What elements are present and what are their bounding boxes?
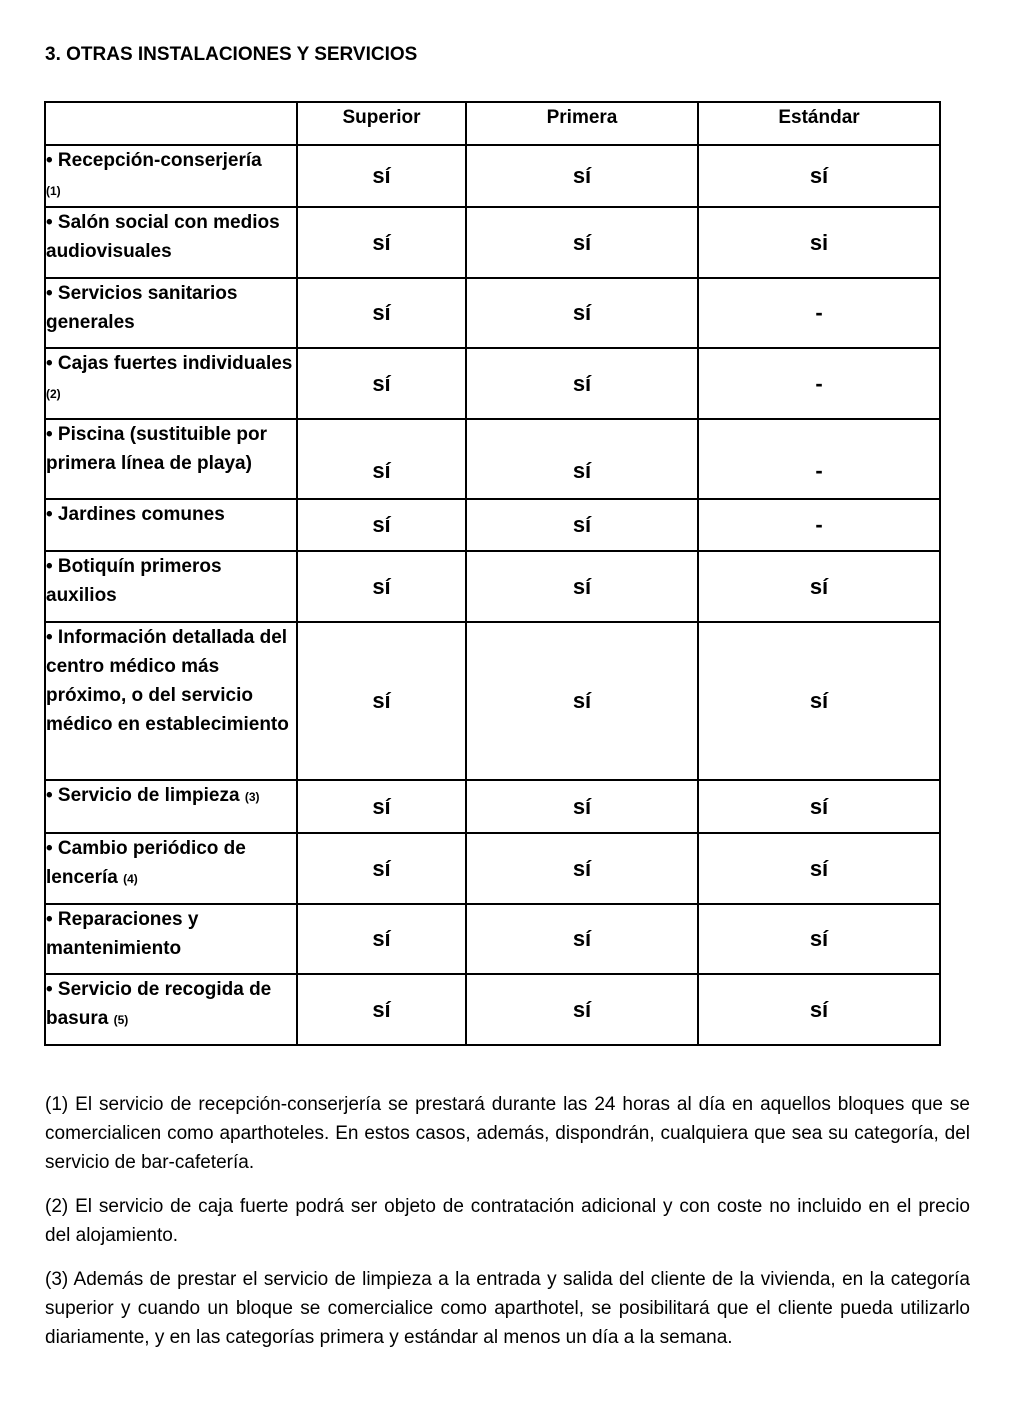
cell-superior: sí — [297, 348, 466, 419]
row-label: • Información detallada del centro médico más próximo, o del servicio médico en establecimiento — [45, 622, 297, 780]
row-label: • Botiquín primeros auxilios — [45, 551, 297, 622]
row-label — [45, 833, 297, 904]
cell-superior: sí — [297, 974, 466, 1045]
footnotes — [45, 1090, 970, 1367]
cell-superior: sí — [297, 145, 466, 207]
cell-primera: sí — [466, 207, 698, 278]
cell-primera: sí — [466, 499, 698, 551]
table-row — [45, 419, 940, 499]
cell-superior: sí — [297, 780, 466, 833]
row-label-text: • Recepción-conserjería — [46, 150, 262, 171]
header-primera: Primera — [466, 102, 698, 145]
row-label: • Reparaciones y mantenimiento — [45, 904, 297, 974]
note-ref: (4) — [123, 872, 138, 886]
cell-primera: sí — [466, 551, 698, 622]
cell-superior: sí — [297, 278, 466, 348]
table-header-row — [45, 102, 940, 145]
note-ref: (2) — [46, 387, 61, 401]
row-label-text: • Cambio periódico de lencería — [46, 838, 246, 888]
row-label — [45, 780, 297, 833]
table-row — [45, 207, 940, 278]
header-superior: Superior — [297, 102, 466, 145]
footnote: (3) Además de prestar el servicio de limpieza a la entrada y salida del cliente de la vivienda, en la categoría superior y cuando un bloque se comercialice como aparthotel, se posibilitará que el cliente pueda utilizarlo diariamente, y en las categorías primera y estándar al menos un día a la semana. — [45, 1269, 970, 1348]
row-label-text: • Servicio de recogida de basura — [46, 979, 272, 1029]
header-empty — [45, 102, 297, 145]
cell-superior: sí — [297, 622, 466, 780]
note-ref: (3) — [244, 790, 260, 804]
cell-superior: sí — [297, 904, 466, 974]
row-label-text: • Servicio de limpieza — [46, 785, 240, 806]
cell-primera: sí — [466, 780, 698, 833]
footnote: (1) El servicio de recepción-conserjería se prestará durante las 24 horas al día en aquellos bloques que se comercialicen como aparthoteles. En estos casos, además, dispondrán, cualquiera que sea su categoría, del servicio de bar-cafetería. — [45, 1094, 970, 1173]
cell-primera: sí — [466, 348, 698, 419]
table-row — [45, 348, 940, 419]
row-label: • Servicios sanitarios generales — [45, 278, 297, 348]
cell-estandar: - — [698, 419, 940, 499]
cell-estandar: - — [698, 499, 940, 551]
cell-estandar: sí — [698, 904, 940, 974]
facilities-table — [44, 101, 941, 1046]
row-label — [45, 974, 297, 1045]
row-label — [45, 145, 297, 207]
cell-estandar: - — [698, 278, 940, 348]
table-row — [45, 499, 940, 551]
cell-primera: sí — [466, 904, 698, 974]
table-row — [45, 622, 940, 780]
table-row — [45, 833, 940, 904]
cell-primera: sí — [466, 622, 698, 780]
cell-estandar: sí — [698, 780, 940, 833]
table-row — [45, 145, 940, 207]
section-title: 3. OTRAS INSTALACIONES Y SERVICIOS — [45, 44, 418, 65]
table-row — [45, 974, 940, 1045]
cell-superior: sí — [297, 551, 466, 622]
cell-estandar: - — [698, 348, 940, 419]
row-label — [45, 348, 297, 419]
cell-primera: sí — [466, 278, 698, 348]
cell-superior: sí — [297, 499, 466, 551]
cell-estandar: sí — [698, 622, 940, 780]
cell-superior: sí — [297, 833, 466, 904]
cell-superior: sí — [297, 207, 466, 278]
table-row — [45, 278, 940, 348]
cell-superior: sí — [297, 419, 466, 499]
table-row — [45, 551, 940, 622]
table-row — [45, 904, 940, 974]
note-ref: (1) — [46, 184, 61, 198]
row-label: • Piscina (sustituible por primera línea de playa) — [45, 419, 297, 499]
note-ref: (5) — [113, 1013, 129, 1027]
cell-primera: sí — [466, 419, 698, 499]
row-label-text: • Cajas fuertes individuales — [46, 353, 293, 374]
cell-primera: sí — [466, 974, 698, 1045]
cell-estandar: sí — [698, 551, 940, 622]
cell-estandar: si — [698, 207, 940, 278]
table-row — [45, 780, 940, 833]
cell-primera: sí — [466, 833, 698, 904]
cell-estandar: sí — [698, 974, 940, 1045]
cell-estandar: sí — [698, 833, 940, 904]
footnote: (2) El servicio de caja fuerte podrá ser objeto de contratación adicional y con coste no incluido en el precio del alojamiento. — [45, 1196, 970, 1246]
row-label: • Jardines comunes — [45, 499, 297, 551]
cell-estandar: sí — [698, 145, 940, 207]
cell-primera: sí — [466, 145, 698, 207]
row-label: • Salón social con medios audiovisuales — [45, 207, 297, 278]
header-estandar: Estándar — [698, 102, 940, 145]
